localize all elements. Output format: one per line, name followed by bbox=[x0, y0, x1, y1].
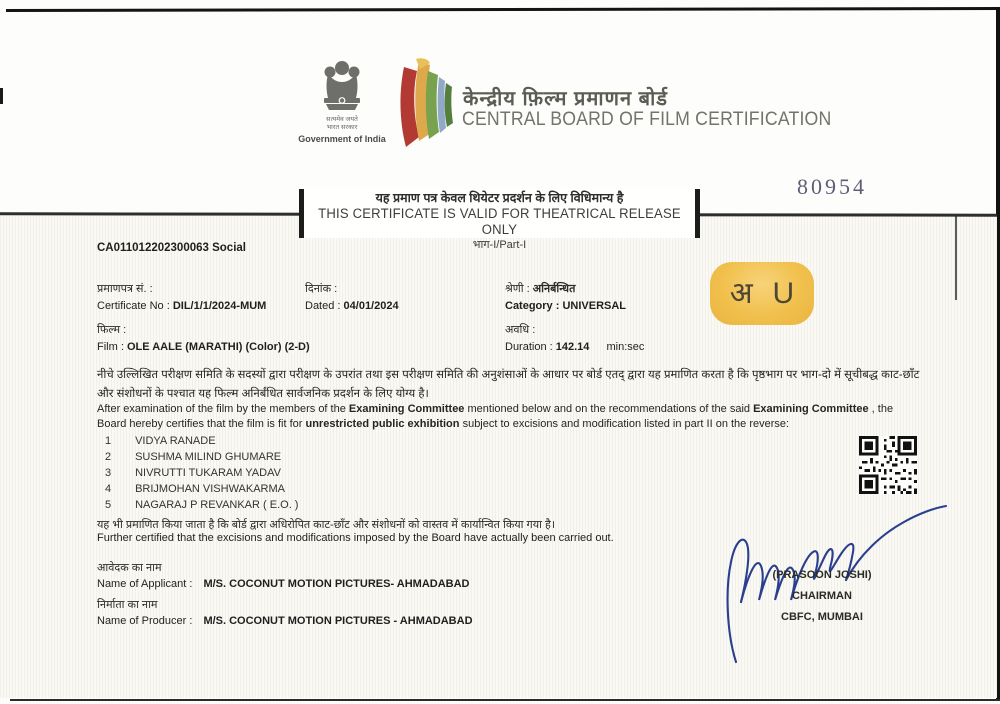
member-name: NIVRUTTI TUKARAM YADAV bbox=[135, 467, 281, 479]
film-row bbox=[97, 341, 310, 353]
emblem-bharat-sarkar: भारत सरकार bbox=[326, 124, 358, 131]
qr-code bbox=[859, 436, 917, 494]
member-name: BRIJMOHAN VISHWAKARMA bbox=[135, 483, 286, 495]
producer-label-en: Name of Producer : bbox=[97, 615, 193, 627]
part-label: भाग-I/Part-I bbox=[472, 239, 527, 251]
member-row bbox=[105, 435, 216, 447]
duration-row bbox=[505, 341, 644, 353]
signatory-name: (PRASOON JOSHI) bbox=[772, 569, 872, 581]
producer-label-hi: निर्माता का नाम bbox=[97, 599, 158, 611]
fold-artifact bbox=[955, 216, 957, 300]
emblem-motto: सत्यमेव जयते bbox=[326, 116, 358, 123]
certificate-id: CA011012202300063 Social bbox=[97, 242, 246, 254]
member-name: VIDYA RANADE bbox=[135, 435, 216, 447]
member-name: SUSHMA MILIND GHUMARE bbox=[135, 451, 282, 463]
dated-label-hi: दिनांक : bbox=[305, 283, 338, 295]
cert-no-value: DIL/1/1/2024-MUM bbox=[172, 300, 267, 312]
para-en-seg1: After examination of the film by the members of the bbox=[97, 403, 349, 415]
rating-glyph-english: U bbox=[772, 276, 795, 310]
emblem-of-india bbox=[286, 58, 398, 144]
serial-number-stamp: 80954 bbox=[797, 174, 867, 199]
category-label-hi: श्रेणी : bbox=[505, 283, 530, 295]
member-number: 2 bbox=[105, 451, 112, 463]
certified-line-english: Further certified that the excisions and modifications imposed by the Board have actually been carried out. bbox=[97, 532, 614, 544]
signatory-title: CHAIRMAN bbox=[792, 590, 852, 602]
certification-paragraph-english bbox=[97, 402, 925, 432]
emblem-government-of-india: Government of India bbox=[298, 134, 386, 144]
para-en-seg3: , the Board hereby certifies that the film is fit for bbox=[97, 403, 894, 430]
certified-line-hindi: यह भी प्रमाणित किया जाता है कि बोर्ड द्वारा अधिरोपित काट-छाँट और संशोधनों को वास्तव में कार्यान्वित किया गया है। bbox=[97, 519, 556, 531]
category-row-hi bbox=[505, 281, 575, 296]
member-row bbox=[105, 499, 298, 511]
board-name-hindi: केन्द्रीय फ़िल्म प्रमाणन बोर्ड bbox=[463, 88, 668, 110]
member-name: NAGARAJ P REVANKAR ( E.O. ) bbox=[135, 499, 299, 511]
validity-line-hindi: यह प्रमाण पत्र केवल थियेटर प्रदर्शन के लिए विधिमान्य है bbox=[375, 191, 624, 205]
validity-box bbox=[299, 189, 700, 251]
scan-edge-left bbox=[0, 88, 3, 104]
para-en-seg4: subject to excisions and modification listed in part II on the reverse: bbox=[459, 418, 790, 430]
para-en-bold2: Examining Committee bbox=[753, 403, 869, 415]
scan-edge-top bbox=[6, 7, 1000, 12]
cbfc-logo-icon bbox=[398, 57, 464, 158]
duration-unit: min:sec bbox=[606, 341, 645, 353]
applicant-label-hi: आवेदक का नाम bbox=[97, 562, 162, 574]
duration-label-hi: अवधि : bbox=[505, 324, 536, 336]
duration-value: 142.14 bbox=[555, 341, 590, 353]
film-label-hi: फिल्म : bbox=[97, 324, 127, 336]
film-label-en: Film : bbox=[97, 341, 124, 353]
applicant-label-en: Name of Applicant : bbox=[97, 578, 193, 590]
member-row bbox=[105, 451, 281, 463]
signatory-org: CBFC, MUMBAI bbox=[781, 611, 863, 623]
board-name-english: CENTRAL BOARD OF FILM CERTIFICATION bbox=[462, 109, 832, 130]
member-number: 1 bbox=[105, 435, 112, 447]
dated-row bbox=[305, 300, 399, 312]
producer-value: M/S. COCONUT MOTION PICTURES - AHMADABAD bbox=[203, 615, 473, 627]
dated-label-en: Dated : bbox=[305, 300, 341, 312]
category-row-en: Category : UNIVERSAL bbox=[505, 300, 627, 312]
validity-line-english: THIS CERTIFICATE IS VALID FOR THEATRICAL RELEASE ONLY bbox=[318, 206, 681, 237]
ashoka-lion-capital-icon bbox=[316, 58, 368, 116]
member-number: 5 bbox=[105, 499, 112, 511]
member-row bbox=[105, 483, 285, 495]
para-en-seg2: mentioned below and on the recommendations of the said bbox=[464, 403, 754, 415]
duration-label-en: Duration : bbox=[505, 341, 553, 353]
applicant-value: M/S. COCONUT MOTION PICTURES- AHMADABAD bbox=[203, 578, 470, 590]
cert-no-label-hi: प्रमाणपत्र सं. : bbox=[97, 283, 153, 295]
cert-no-label-en: Certificate No : bbox=[97, 300, 170, 312]
certification-paragraph-hindi: नीचे उल्लिखित परीक्षण समिति के सदस्यों द्वारा परीक्षण के उपरांत तथा इस परीक्षण समिति की अनुशंसाओं के आधार पर बोर्ड एतद् द्वारा यह प्रमाणित करता है कि पृष्ठभाग पर भाग-दो में सूचीबद्ध काट-छाँट और संशोधनों के पश्चात यह फिल्म अनिर्बंधित सार्वजनिक प्रदर्शन के लिए योग्य है। bbox=[97, 369, 920, 400]
para-en-bold3: unrestricted public exhibition bbox=[305, 418, 460, 430]
para-en-bold1: Examining Committee bbox=[348, 403, 465, 415]
member-number: 4 bbox=[105, 483, 112, 495]
rating-glyph-hindi: अ bbox=[729, 276, 753, 310]
film-value: OLE AALE (MARATHI) (Color) (2-D) bbox=[126, 341, 310, 353]
scan-edge-bottom bbox=[10, 699, 1000, 701]
producer-row bbox=[97, 615, 473, 627]
member-number: 3 bbox=[105, 467, 112, 479]
dated-value: 04/01/2024 bbox=[343, 300, 399, 312]
rating-badge-universal bbox=[710, 262, 814, 325]
category-value-hi: अनिर्बन्धित bbox=[532, 283, 576, 295]
member-row bbox=[105, 467, 281, 479]
cert-no-row bbox=[97, 300, 266, 312]
applicant-row bbox=[97, 578, 469, 590]
